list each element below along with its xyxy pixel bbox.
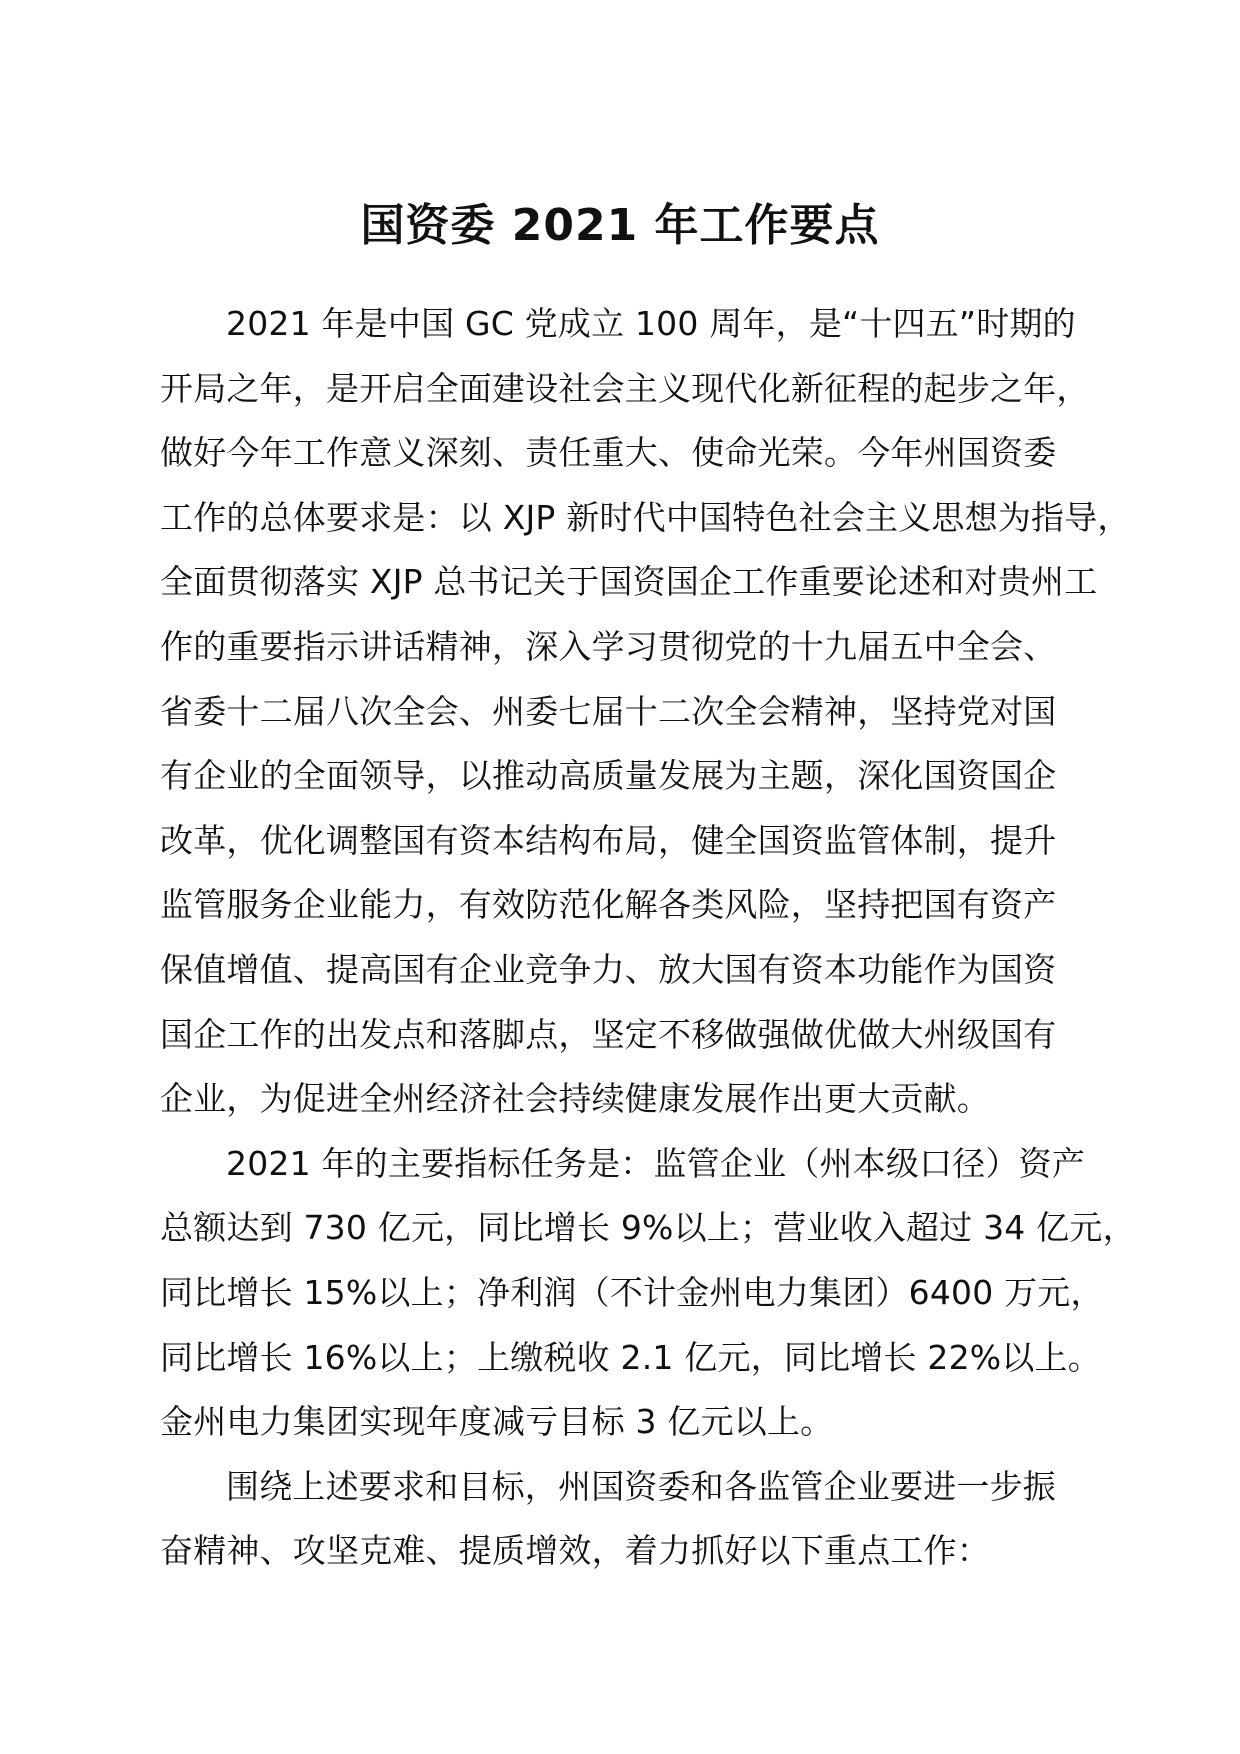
paragraph-3-line-2: 奋精神、攻坚克难、提质增效，着力抓好以下重点工作： [160,1531,990,1571]
paragraph-1-line-13: 企业，为促进全州经济社会持续健康发展作出更大贡献。 [160,1079,990,1119]
paragraph-2-line-3: 同比增长 15%以上；净利润（不计金州电力集团）6400 万元， [160,1272,1104,1312]
paragraph-2-line-2: 总额达到 730 亿元，同比增长 9%以上；营业收入超过 34 亿元， [160,1208,1136,1248]
paragraph-1-line-4: 工作的总体要求是：以 XJP 新时代中国特色社会主义思想为指导， [160,497,1131,537]
paragraph-1-line-7: 省委十二届八次全会、州委七届十二次全会精神，坚持党对国 [160,691,1057,731]
paragraph-1-line-11: 保值增值、提高国有企业竞争力、放大国有资本功能作为国资 [160,949,1057,989]
paragraph-1-line-5: 全面贯彻落实 XJP 总书记关于国资国企工作重要论述和对贵州工 [160,562,1098,602]
paragraph-1-line-6: 作的重要指示讲话精神，深入学习贯彻党的十九届五中全会、 [160,626,1057,666]
paragraph-2-line-5: 金州电力集团实现年度减亏目标 3 亿元以上。 [160,1402,834,1442]
paragraph-1-line-10: 监管服务企业能力，有效防范化解各类风险，坚持把国有资产 [160,885,1057,925]
paragraph-1-line-1: 2021 年是中国 GC 党成立 100 周年，是“十四五”时期的 [226,304,1076,343]
paragraph-2-line-4: 同比增长 16%以上；上缴税收 2.1 亿元，同比增长 22%以上。 [160,1337,1101,1377]
paragraph-1-line-9: 改革，优化调整国有资本结构布局，健全国资监管体制，提升 [160,820,1057,860]
paragraph-3-line-1: 围绕上述要求和目标，州国资委和各监管企业要进一步振 [226,1466,1056,1506]
paragraph-1-line-2: 开局之年，是开启全面建设社会主义现代化新征程的起步之年， [160,368,1090,408]
paragraph-1-line-12: 国企工作的出发点和落脚点，坚定不移做强做优做大州级国有 [160,1014,1057,1054]
paragraph-1-line-3: 做好今年工作意义深刻、责任重大、使命光荣。今年州国资委 [160,433,1057,473]
document-body [160,292,1136,1584]
paragraph-2-line-1: 2021 年的主要指标任务是：监管企业（州本级口径）资产 [226,1143,1086,1183]
paragraph-1-line-8: 有企业的全面领导，以推动高质量发展为主题，深化国资国企 [160,756,1057,796]
document-title: 国资委 2021 年工作要点 [360,200,880,251]
